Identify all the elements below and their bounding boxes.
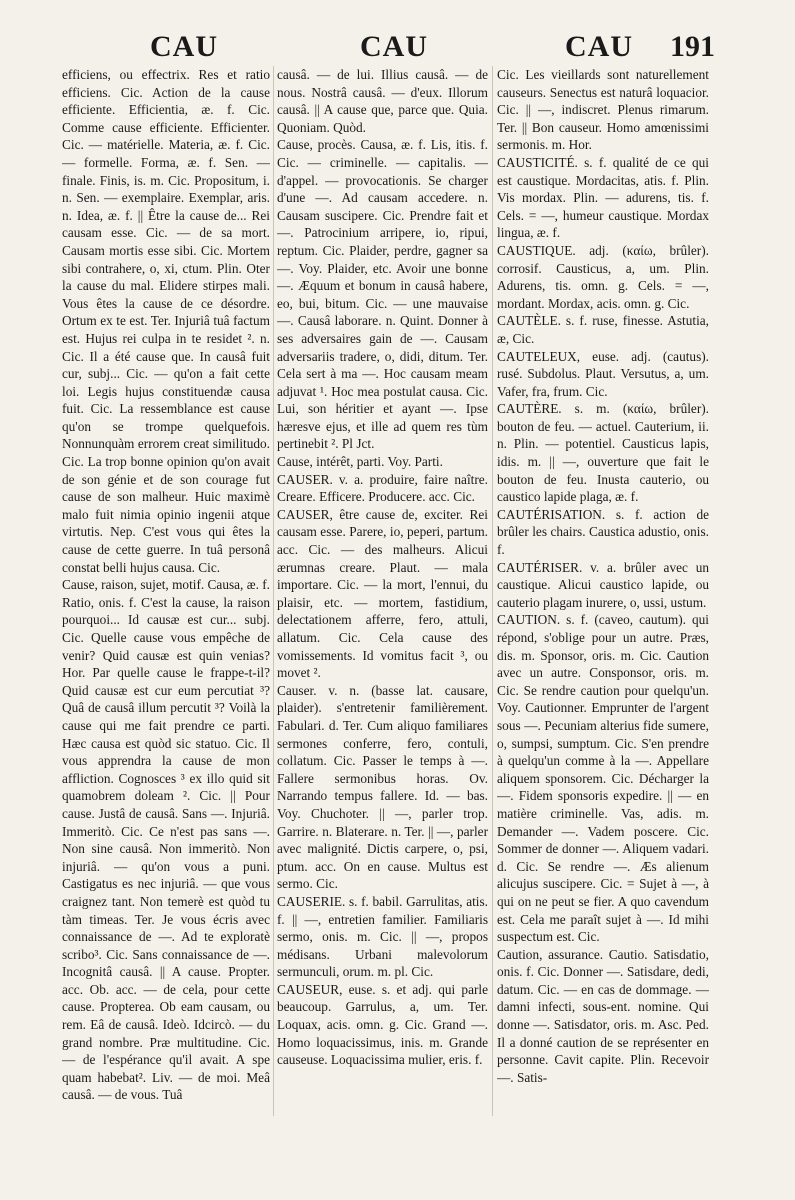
column-2 (277, 66, 488, 1156)
dictionary-entry: causâ. — de lui. Illius causâ. — de nous. Nostrâ causâ. — d'eux. Illorum causâ. || A cause que, parce que. Quia. Quoniam. Quòd. (277, 67, 488, 135)
running-head-center: CAU (360, 30, 428, 63)
running-head-right: CAU (565, 30, 633, 63)
dictionary-entry: CAUTELEUX, euse. adj. (cautus). rusé. Subdolus. Plaut. Versutus, a, um. Vafer, fra, frum. Cic. (497, 348, 709, 399)
running-head-left: CAU (150, 30, 218, 63)
dictionary-entry: CAUTION. s. f. (caveo, cautum). qui répond, s'oblige pour un autre. Præs, dis. m. Sponsor, oris. m. Cic. Caution avec un autre. Consponsor, oris. m. Cic. Se rendre caution pour quelqu'un. Voy. Cautionner. Emprunter de l'argent sous —. Pecuniam alterius fide sumere, o, sumpsi, sumptum. Cic. S'en prendre à quelqu'un comme à la —. Appellare aliquem sponsorem. Cic. Décharger la —. Fidem sponsoris expedire. || — en matière criminelle. Vas, adis. m. Demander —. Vadem poscere. Cic. Sommer de donner —. Aliquem vadari. d. Cic. Se rendre —. Æs alienum alicujus suscipere. Cic. = Sujet à —, à qui on ne peut se fier. A quo cavendum est. Cela me paraît sujet à —. Id mihi suspectum est. Cic. (497, 612, 709, 945)
dictionary-entry: Causer. v. n. (basse lat. causare, plaider). s'entretenir familièrement. Fabulari. d. Ter. Cum aliquo familiares sermones conferre, fero, contuli, collatum. Cic. Passer le temps à —. Fallere sermonibus horas. Ov. Narrando tempus fallere. Id. — bas. Voy. Chuchoter. || —, parler trop. Garrire. n. Blaterare. n. Ter. || —, parler avec malignité. Dictis carpere, o, psi, ptum. acc. On en cause. Multus est sermo. Cic. (277, 682, 488, 892)
column-divider (492, 66, 493, 1116)
column-divider (273, 66, 274, 1116)
dictionary-entry: CAUSEUR, euse. s. et adj. qui parle beaucoup. Garrulus, a, um. Ter. Loquax, acis. omn. g. Cic. Grand —. Homo loquacissimus, inis. m. Grande causeuse. Loquacissima mulier, eris. f. (277, 981, 488, 1068)
dictionary-entry: Cic. Les vieillards sont naturellement causeurs. Senectus est naturâ loquacior. Cic. || —, indiscret. Plenus rimarum. Ter. || Bon causeur. Homo amœnissimi sermonis. m. Hor. (497, 67, 709, 153)
dictionary-entry: CAUSTIQUE. adj. (καίω, brûler). corrosif. Causticus, a, um. Plin. Adurens, tis. omn. g. Cels. = —, mordant. Mordax, acis. omn. g. Cic. (497, 242, 709, 311)
column-1 (62, 66, 270, 1156)
dictionary-entry: CAUTÉRISER. v. a. brûler avec un caustique. Alicui caustico lapide, ou cauterio plagam inurere, o, ussi, ustum. (497, 559, 709, 610)
dictionary-entry: Cause, procès. Causa, æ. f. Lis, itis. f. Cic. — criminelle. — capitalis. — d'appel. — provocationis. Se charger d'une —. Ad causam accedere. n. Causam suscipere. Cic. Prendre fait et —. Patrocinium arripere, io, ripui, reptum. Cic. Plaider, perdre, gagner sa —. Voy. Plaider, etc. Avoir une bonne —. Æquum et bonum in causâ habere, eo, bui, bitum. Cic. — une mauvaise —. Causâ laborare. n. Quint. Donner à ses adversaires gain de —. Causam adversariis tradere, o, didi, ditum. Ter. Cela sert à ma —. Hoc causam meam adjuvat ¹. Hoc mea postulat causa. Cic. Lui, son héritier et ayant —. Ipse hæresve ejus, et ille ad quem res tùm pertinebit ². Pl Jct. (277, 137, 488, 452)
dictionary-entry: CAUTÈLE. s. f. ruse, finesse. Astutia, æ, Cic. (497, 313, 709, 346)
dictionary-entry: CAUSER. v. a. produire, faire naître. Creare. Efficere. Producere. acc. Cic. (277, 471, 488, 505)
dictionary-entry: CAUSER, être cause de, exciter. Rei causam esse. Parere, io, peperi, partum. acc. Cic. — des malheurs. Alicui ærumnas creare. Plaut. — mala importare. Cic. — la mort, l'ennui, du plaisir, etc. — mortem, fastidium, delectationem afferre, fero, attuli, allatum. Cic. Cela cause des vomissements. Id vomitus facit ³, ou movet ². (277, 506, 488, 681)
running-head (0, 30, 795, 70)
column-3 (497, 66, 709, 1156)
dictionary-entry: CAUSERIE. s. f. babil. Garrulitas, atis. f. || —, entretien familier. Familiaris sermo, onis. m. Cic. || —, propos médisans. Urbani malevolorum sermunculi, orum. m. pl. Cic. (277, 893, 488, 980)
dictionary-entry: Cause, raison, sujet, motif. Causa, æ. f. Ratio, onis. f. C'est la cause, la raison pourquoi... Id causæ est cur... subj. Cic. Quelle cause vous empêche de venir? Quid causæ est quin venias? Hor. Par quelle cause le frappe-t-il? Quid causæ est cur eum percutiat ³? Quâ de causâ illum percutit ³? Voilà la cause qui me fait prendre ce parti. Hæc causa est quòd sic statuo. Cic. Il vous apprendra la cause de mon affliction. Cognosces ³ ex illo quid sit quamobrem doleam ². Cic. || Pour cause. Justâ de causâ. Sans —. Injuriâ. Immeritò. Cic. Ce n'est pas sans —. Non sine causâ. Non immeritò. Non injuriâ. — qu'on vous a puni. Castigatus es nec injuriâ. — que vous craignez tant. Non temerè est quòd tu tàm timeas. Ter. Je vous écris avec connaissance de —. Ad te exploratè scribo³. Cic. Sans connaissance de —. Incognitâ causâ. || A cause. Propter. acc. Ob. acc. — de cela, pour cette cause. Propterea. Ob eam causam, ou rem. Eâ de causâ. Ideò. Idcircò. — du grand nombre. Præ multitudine. Cic. — de l'espérance qu'il avait. A spe quam habebat². Liv. — de moi. Meâ causâ. — de vous. Tuâ (62, 577, 270, 1103)
page-number: 191 (670, 30, 715, 63)
dictionary-entry: Cause, intérêt, parti. Voy. Parti. (277, 454, 443, 470)
dictionary-entry: CAUTÉRISATION. s. f. action de brûler les chairs. Caustica adustio, onis. f. (497, 506, 709, 558)
dictionary-entry: efficiens, ou effectrix. Res et ratio efficiens. Cic. Action de la cause efficiente. Efficientia, æ. f. Cic. Comme cause efficiente. Efficienter. Cic. — matérielle. Materia, æ. f. Cic. — formelle. Forma, æ. f. Sen. — finale. Finis, is. m. Cic. Propositum, i. n. Sen. — exemplaire. Exemplar, aris. n. Idea, æ. f. || Être la cause de... Rei causam esse. Cic. — de sa mort. Causam mortis esse sibi. Cic. Mortem sibi contrahere, o, xi, ctum. Plin. Oter la cause du mal. Elidere stirpes mali. Vous êtes la cause de ce désordre. Ortum ex te est. Ter. Injuriâ tuâ factum est. Hujus rei culpa in te residet ². n. Cic. Il a été cause que. In causâ fuit cur, subj... Cic. — qu'on a fait cette loi. Legis hujus constituendæ causa fuit. Cic. La ressemblance est cause qu'on se trompe quelquefois. Nonnunquàm errorem creat similitudo. Cic. La trop bonne opinion qu'on avait de son génie et de son courage fut cause de son malheur. Huic maximè malo fuit nimia opinio ingenii atque virtutis. Nep. C'est vous qui êtes la cause de cette guerre. In tuâ personâ constat belli hujus causa. Cic. (62, 67, 270, 575)
dictionary-entry: Caution, assurance. Cautio. Satisdatio, onis. f. Cic. Donner —. Satisdare, dedi, datum. Cic. — en cas de dommage. — damni infecti, sous-ent. nomine. Qui donne —. Satisdator, oris. m. Asc. Ped. Il a donné caution de se représenter en personne. Cavit capite. Plin. Recevoir —. Satis- (497, 946, 709, 1085)
dictionary-entry: CAUSTICITÉ. s. f. qualité de ce qui est caustique. Mordacitas, atis. f. Plin. Vis mordax. Plin. — adurens, tis. f. Cels. = —, humeur caustique. Mordax lingua, æ. f. (497, 154, 709, 241)
dictionary-entry: CAUTÈRE. s. m. (καίω, brûler). bouton de feu. — actuel. Cauterium, ii. n. Plin. — potentiel. Causticus lapis, idis. m. || —, ouverture que fait le bouton de feu. Inusta cauterio, ou caustico lapide plaga, æ. f. (497, 401, 709, 505)
